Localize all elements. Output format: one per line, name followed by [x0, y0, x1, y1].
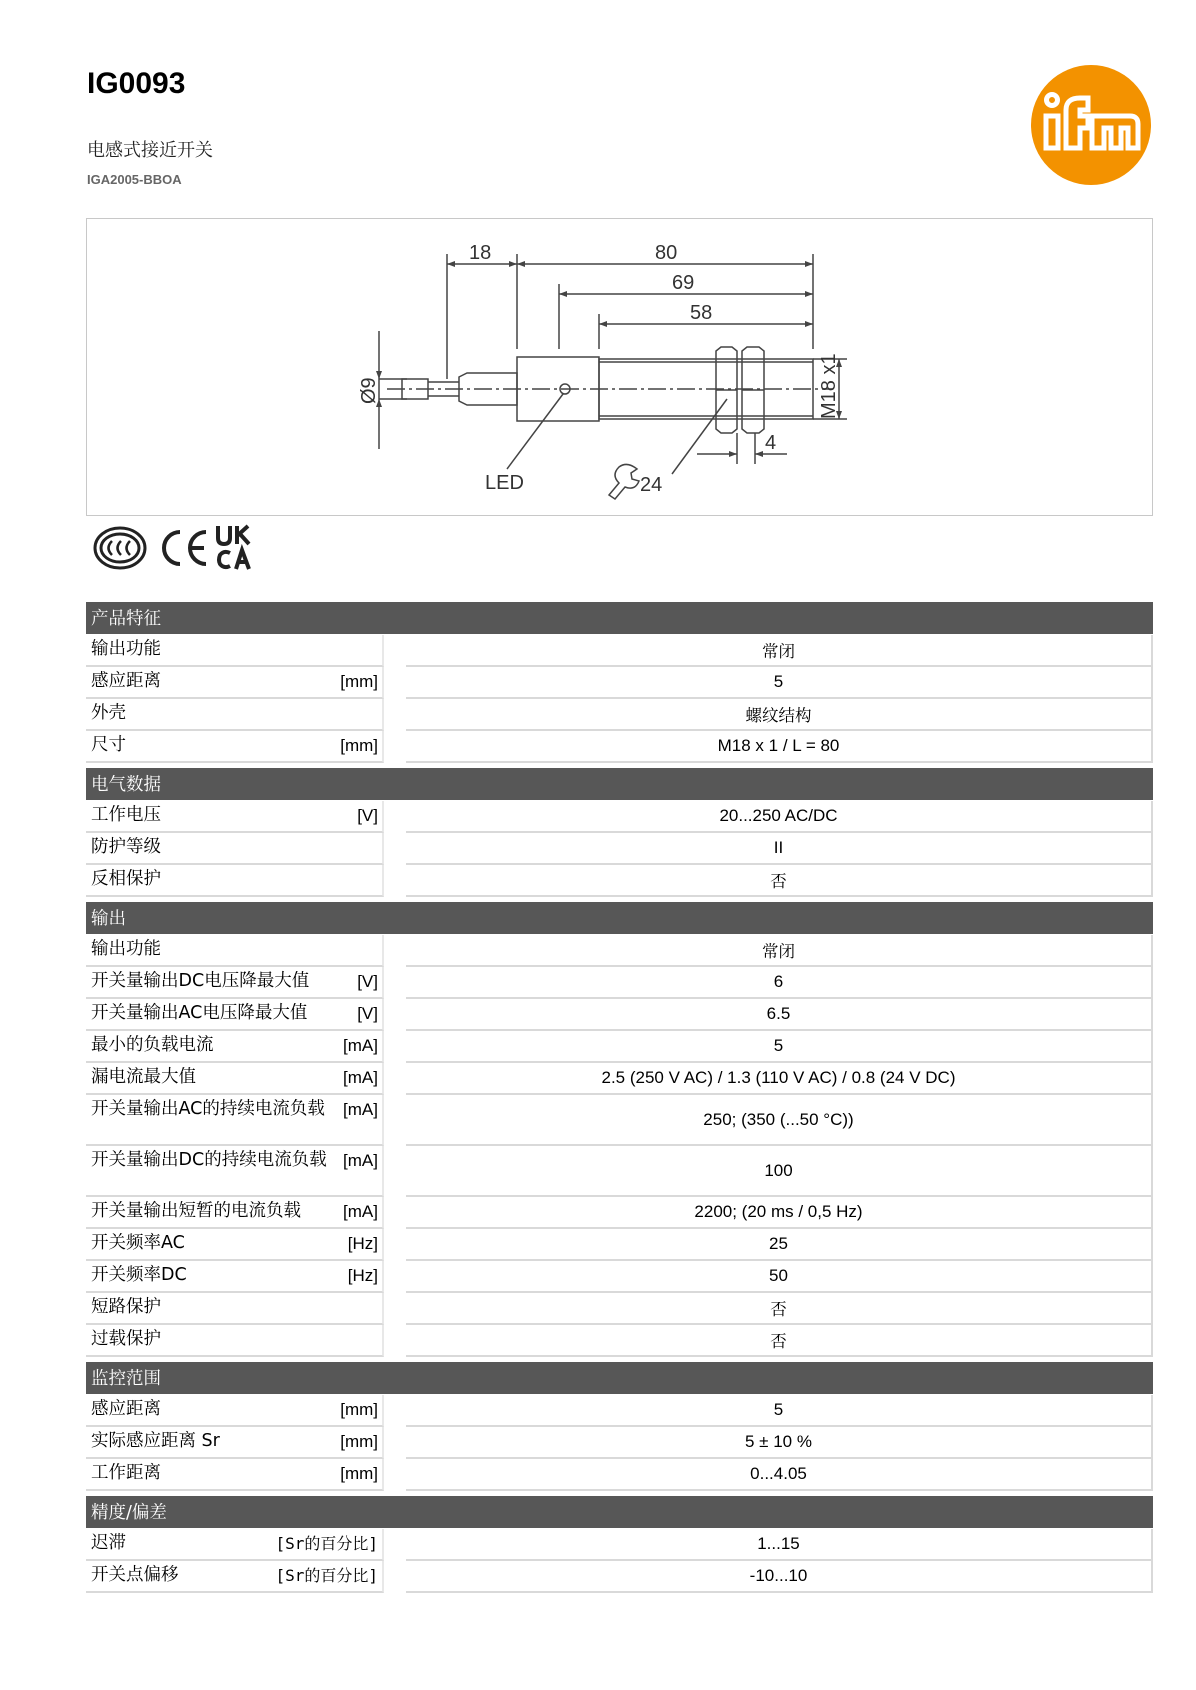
row-label: 感应距离	[91, 671, 161, 691]
row-value: 50	[406, 1261, 1153, 1293]
spec-row	[86, 1261, 1153, 1293]
led-label: LED	[485, 472, 524, 494]
row-value: 6.5	[406, 999, 1153, 1031]
row-value: 0...4.05	[406, 1459, 1153, 1491]
row-label: 短路保护	[91, 1297, 161, 1317]
row-value: 5	[406, 667, 1153, 699]
row-value: 否	[406, 865, 1153, 897]
row-label: 开关点偏移	[91, 1565, 179, 1585]
row-label: 开关量输出DC的持续电流负载	[91, 1150, 327, 1170]
row-unit: [mm]	[340, 672, 378, 691]
section-header: 输出	[86, 902, 1153, 934]
row-unit: [mm]	[340, 1432, 378, 1451]
row-value: -10...10	[406, 1561, 1153, 1593]
spec-row	[86, 1325, 1153, 1357]
spec-row	[86, 1427, 1153, 1459]
row-unit: [V]	[357, 972, 378, 991]
row-value: 2200; (20 ms / 0,5 Hz)	[406, 1197, 1153, 1229]
spec-row	[86, 865, 1153, 897]
row-unit: [mA]	[343, 1151, 378, 1170]
dim-69: 69	[672, 272, 695, 294]
row-value: 5 ± 10 %	[406, 1427, 1153, 1459]
row-unit: [V]	[357, 1004, 378, 1023]
row-label: 开关量输出AC电压降最大值	[91, 1003, 308, 1023]
section-header: 产品特征	[86, 602, 1153, 634]
spec-row	[86, 699, 1153, 731]
spec-table	[86, 602, 1153, 1593]
row-label: 工作电压	[91, 805, 161, 825]
ccc-mark-icon	[95, 528, 145, 568]
sensor-drawing	[87, 219, 1152, 515]
row-unit: [Hz]	[347, 1266, 378, 1285]
row-value: 6	[406, 967, 1153, 999]
product-code: IG0093	[87, 67, 186, 100]
row-label: 防护等级	[91, 837, 161, 857]
row-value: 否	[406, 1325, 1153, 1357]
row-label: 迟滞	[91, 1533, 126, 1553]
spec-row	[86, 1197, 1153, 1229]
row-label: 输出功能	[91, 639, 161, 659]
dim-18: 18	[469, 242, 492, 264]
row-label: 开关量输出AC的持续电流负载	[91, 1099, 325, 1119]
spec-row	[86, 1395, 1153, 1427]
section-header: 监控范围	[86, 1362, 1153, 1394]
row-value: 20...250 AC/DC	[406, 801, 1153, 833]
spec-row	[86, 935, 1153, 967]
spec-row	[86, 1293, 1153, 1325]
certification-marks	[92, 522, 268, 572]
row-label: 外壳	[91, 703, 126, 723]
spec-row	[86, 1529, 1153, 1561]
row-unit: [mA]	[343, 1202, 378, 1221]
spec-row	[86, 1031, 1153, 1063]
row-unit: [Sr的百分比]	[275, 1566, 378, 1585]
row-unit: [mm]	[340, 1400, 378, 1419]
thread-label: M18 x1	[818, 353, 840, 419]
row-unit: [mA]	[343, 1068, 378, 1087]
row-unit: [mA]	[343, 1100, 378, 1119]
spec-row	[86, 1459, 1153, 1491]
wrench-size-label: 24	[640, 474, 663, 496]
spec-row	[86, 967, 1153, 999]
row-label: 工作距离	[91, 1463, 161, 1483]
row-value: 5	[406, 1395, 1153, 1427]
row-value: 2.5 (250 V AC) / 1.3 (110 V AC) / 0.8 (24 V DC)	[406, 1063, 1153, 1095]
row-label: 最小的负载电流	[91, 1035, 214, 1055]
spec-row	[86, 1229, 1153, 1261]
spec-row	[86, 1095, 1153, 1146]
spec-row	[86, 1146, 1153, 1197]
spec-row	[86, 801, 1153, 833]
row-label: 开关量输出DC电压降最大值	[91, 971, 310, 991]
ukca-mark-icon	[218, 526, 249, 569]
spec-row	[86, 731, 1153, 763]
row-value: II	[406, 833, 1153, 865]
row-label: 开关频率AC	[91, 1233, 185, 1253]
row-label: 实际感应距离 Sr	[91, 1431, 220, 1451]
row-label: 输出功能	[91, 939, 161, 959]
row-value: 螺纹结构	[406, 699, 1153, 731]
article-number: IGA2005-BBOA	[87, 172, 182, 187]
row-label: 开关频率DC	[91, 1265, 187, 1285]
dimension-drawing	[86, 218, 1153, 516]
row-label: 过载保护	[91, 1329, 161, 1349]
spec-row	[86, 667, 1153, 699]
row-unit: [Hz]	[347, 1234, 378, 1253]
row-label: 反相保护	[91, 869, 161, 889]
row-value: 常闭	[406, 635, 1153, 667]
row-unit: [V]	[357, 806, 378, 825]
row-label: 感应距离	[91, 1399, 161, 1419]
ce-mark-icon	[164, 532, 206, 564]
row-value: 25	[406, 1229, 1153, 1261]
dim-80: 80	[655, 242, 678, 264]
dim-4: 4	[765, 432, 777, 454]
row-label: 漏电流最大值	[91, 1067, 196, 1087]
row-unit: [mm]	[340, 1464, 378, 1483]
row-unit: [mA]	[343, 1036, 378, 1055]
row-value: 常闭	[406, 935, 1153, 967]
row-value: M18 x 1 / L = 80	[406, 731, 1153, 763]
row-unit: [mm]	[340, 736, 378, 755]
section-header: 电气数据	[86, 768, 1153, 800]
spec-row	[86, 833, 1153, 865]
row-value: 否	[406, 1293, 1153, 1325]
ifm-logo	[1030, 64, 1152, 186]
product-type: 电感式接近开关	[87, 140, 213, 161]
row-value: 5	[406, 1031, 1153, 1063]
row-unit: [Sr的百分比]	[275, 1534, 378, 1553]
row-value: 1...15	[406, 1529, 1153, 1561]
section-header: 精度/偏差	[86, 1496, 1153, 1528]
spec-row	[86, 999, 1153, 1031]
spec-row	[86, 635, 1153, 667]
diameter-label: Ø9	[358, 377, 380, 404]
spec-row	[86, 1561, 1153, 1593]
spec-row	[86, 1063, 1153, 1095]
row-value: 250; (350 (...50 °C))	[406, 1095, 1153, 1146]
dim-58: 58	[690, 302, 713, 324]
row-value: 100	[406, 1146, 1153, 1197]
row-label: 尺寸	[91, 735, 126, 755]
row-label: 开关量输出短暂的电流负载	[91, 1201, 301, 1221]
